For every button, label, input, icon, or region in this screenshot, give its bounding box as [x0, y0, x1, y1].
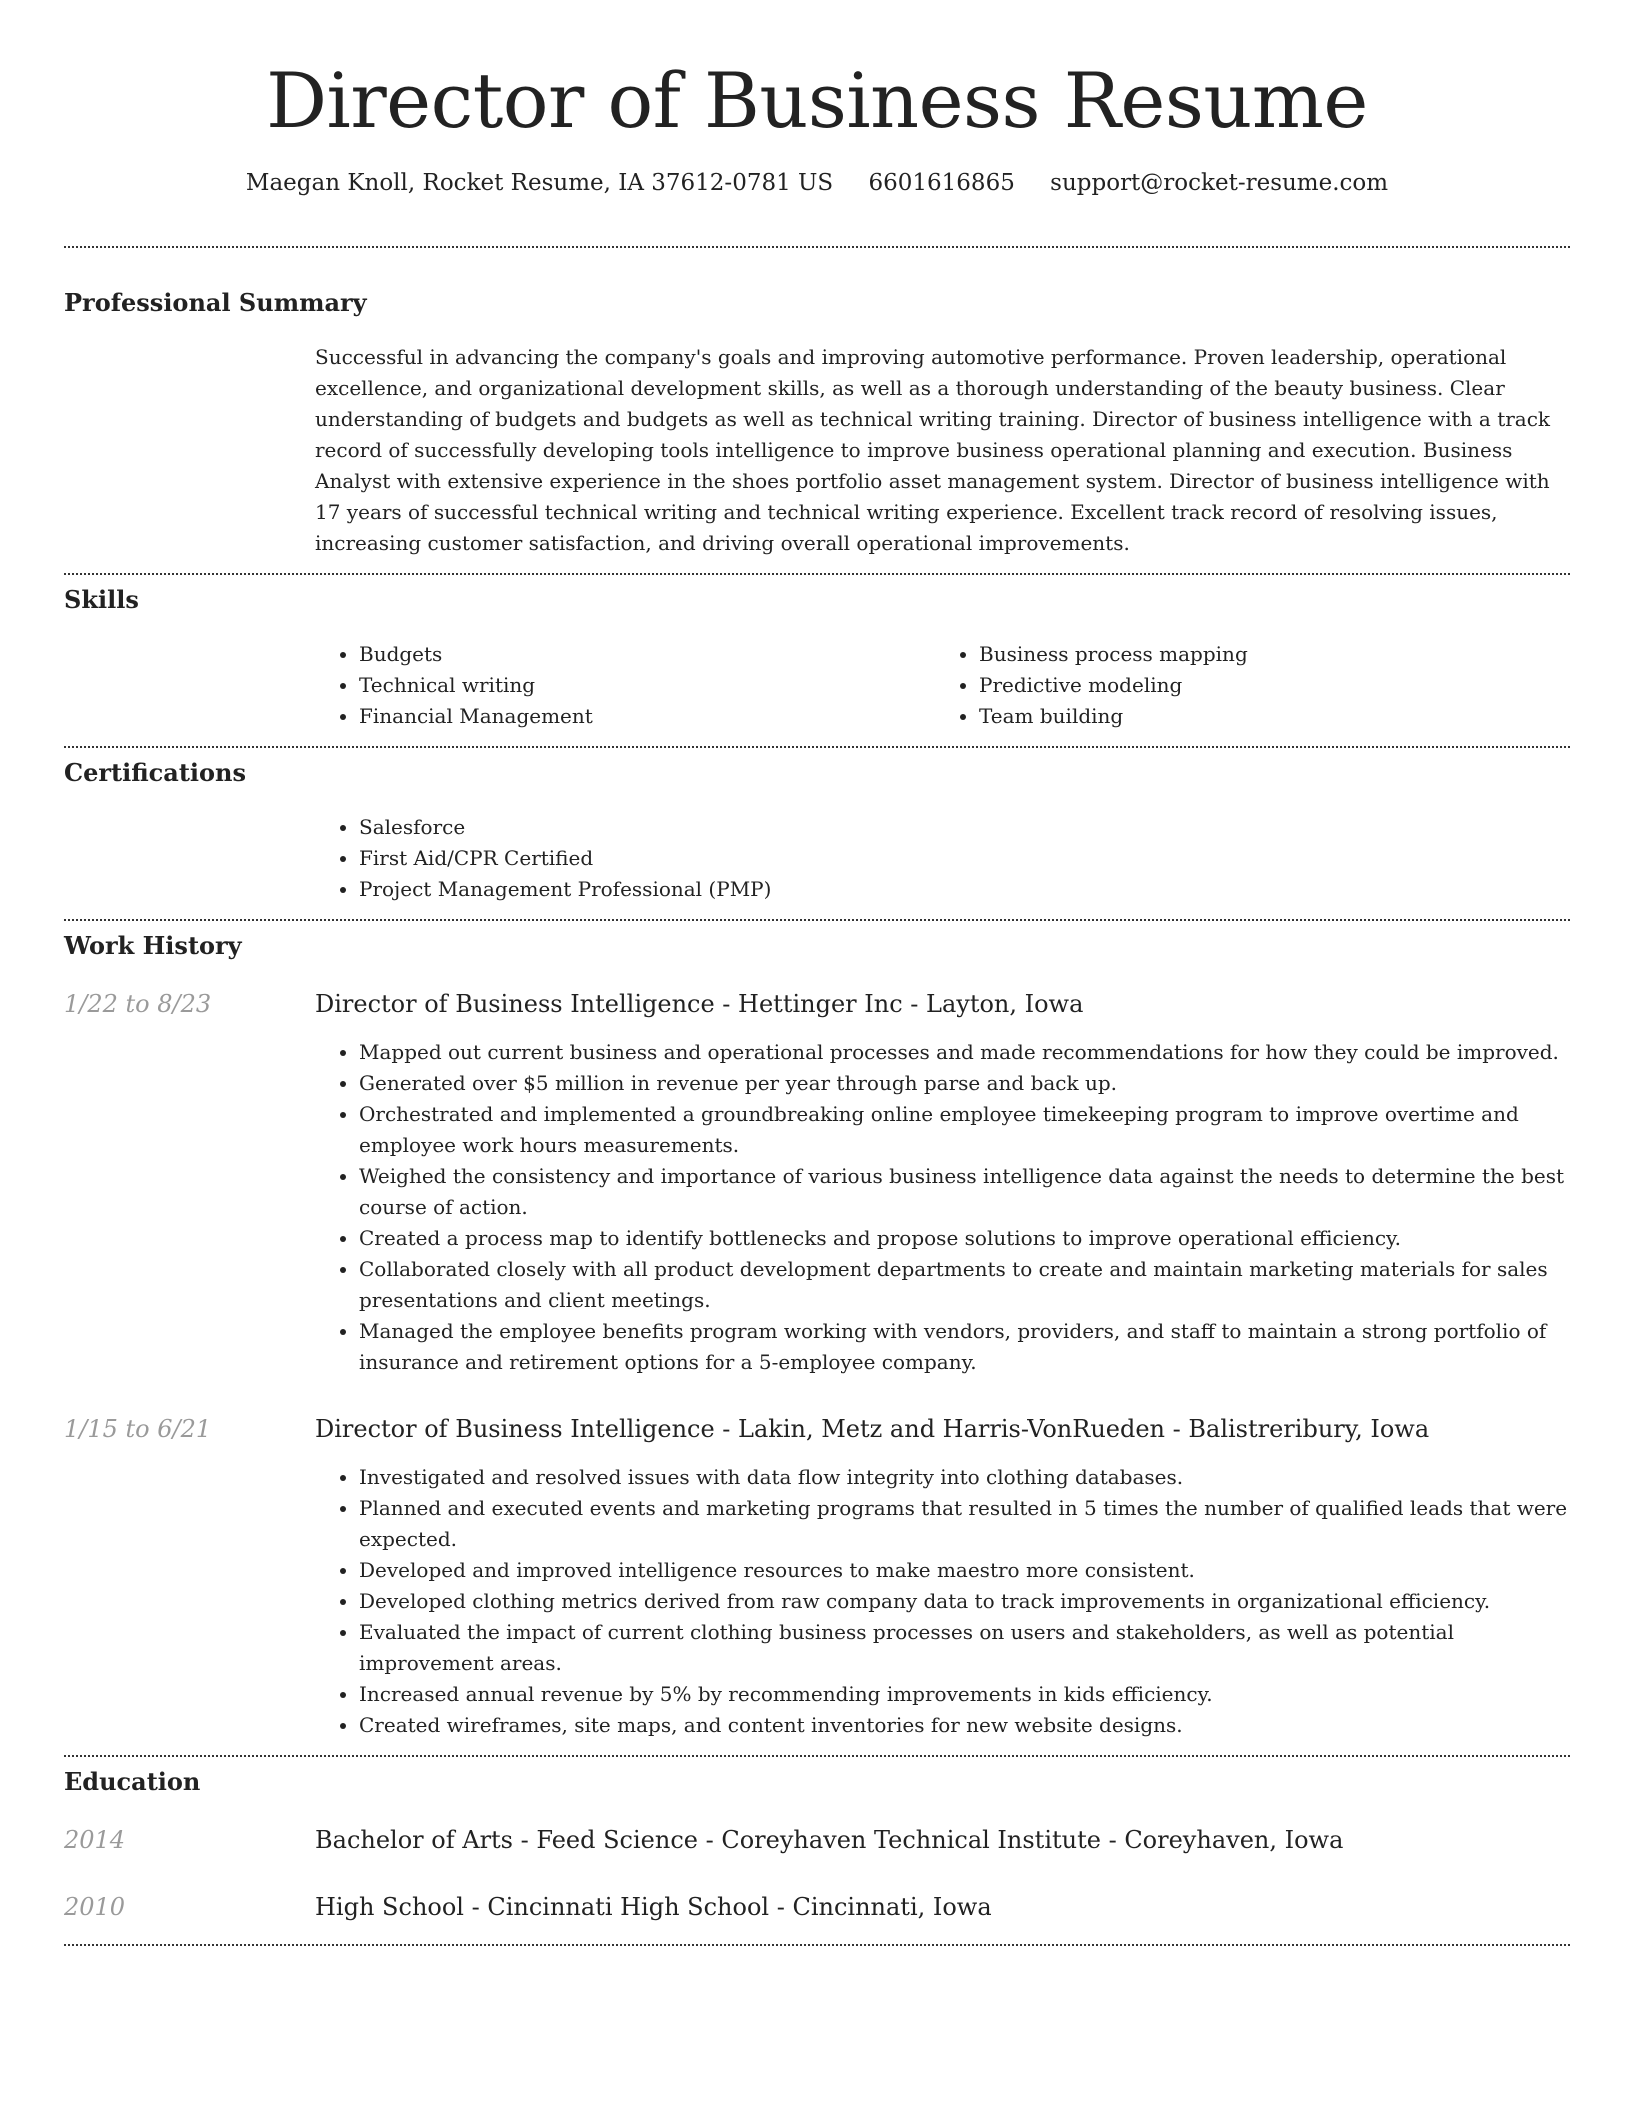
- job-bullet: • Increased annual revenue by 5% by recommending improvements in kids efficiency.: [359, 1679, 1570, 1710]
- education-heading: Education: [64, 1767, 201, 1796]
- skills-grid: [315, 639, 1570, 732]
- education-section: [64, 1767, 1570, 1922]
- resume-page: [64, 0, 1570, 1946]
- skills-section: [64, 585, 1570, 732]
- education-year: 2014: [64, 1826, 126, 1854]
- certification-item: • First Aid/CPR Certified: [359, 843, 1570, 874]
- skill-item: • Financial Management: [359, 701, 931, 732]
- skills-heading: Skills: [64, 585, 139, 614]
- certification-item: • Salesforce: [359, 812, 1570, 843]
- section-divider: [64, 746, 1570, 748]
- job-header: [64, 1414, 1570, 1444]
- job-bullet: • Evaluated the impact of current clothing business processes on users and stakeholders, as well as potential improvement areas.: [359, 1617, 1570, 1679]
- contact-address: Maegan Knoll, Rocket Resume, IA 37612-0781 US: [245, 170, 834, 196]
- job-bullet: • Developed clothing metrics derived from raw company data to track improvements in organizational efficiency.: [359, 1586, 1570, 1617]
- contact-phone: 6601616865: [868, 170, 1015, 196]
- job-bullet: • Mapped out current business and operational processes and made recommendations for how they could be improved.: [359, 1037, 1570, 1068]
- section-divider: [64, 246, 1570, 248]
- job-bullets: [315, 1037, 1570, 1378]
- section-divider: [64, 573, 1570, 575]
- skill-item: • Predictive modeling: [979, 670, 1619, 701]
- education-text: High School - Cincinnati High School - Cincinnati, Iowa: [315, 1893, 992, 1921]
- job-bullet: • Created a process map to identify bottlenecks and propose solutions to improve operational efficiency.: [359, 1223, 1570, 1254]
- job-dates: 1/15 to 6/21: [64, 1415, 212, 1443]
- work-history-heading: Work History: [64, 931, 242, 960]
- contact-email: support@rocket-resume.com: [1050, 170, 1389, 196]
- section-divider: [64, 1755, 1570, 1757]
- work-history-section: [64, 931, 1570, 1741]
- skills-list-left: [315, 639, 931, 732]
- education-text: Bachelor of Arts - Feed Science - Coreyhaven Technical Institute - Coreyhaven, Iowa: [315, 1826, 1344, 1854]
- section-divider: [64, 919, 1570, 921]
- job-bullet: • Created wireframes, site maps, and content inventories for new website designs.: [359, 1710, 1570, 1741]
- skill-item: • Technical writing: [359, 670, 931, 701]
- job-bullet: • Managed the employee benefits program working with vendors, providers, and staff to maintain a strong portfolio of insurance and retirement options for a 5-employee company.: [359, 1316, 1570, 1378]
- resume-title: Director of Business Resume: [266, 56, 1368, 145]
- job-bullet: • Weighed the consistency and importance of various business intelligence data against the needs to determine the best course of action.: [359, 1161, 1570, 1223]
- job-dates: 1/22 to 8/23: [64, 990, 212, 1018]
- education-year: 2010: [64, 1893, 126, 1921]
- skills-list-right: [931, 639, 1619, 732]
- certifications-list: [315, 812, 1570, 905]
- summary-text: Successful in advancing the company's goals and improving automotive performance. Proven leadership, operational excellence, and organizational development skills, as well as a thorough understanding of the beauty business. Clear understanding of budgets and budgets as well as technical writing training. Director of business intelligence with a track record of successfully developing tools intelligence to improve business operational planning and execution. Business Analyst with extensive experience in the shoes portfolio asset management system. Director of business intelligence with 17 years of successful technical writing and technical writing experience. Excellent track record of resolving issues, increasing customer satisfaction, and driving overall operational improvements.: [315, 345, 1551, 555]
- job-bullet: • Generated over $5 million in revenue per year through parse and back up.: [359, 1068, 1570, 1099]
- certifications-section: [64, 758, 1570, 905]
- education-item: [64, 1892, 1570, 1922]
- certifications-heading: Certifications: [64, 758, 247, 787]
- job-bullets: [315, 1462, 1570, 1741]
- job-bullet: • Collaborated closely with all product development departments to create and maintain marketing materials for sales presentations and client meetings.: [359, 1254, 1570, 1316]
- job-title: Director of Business Intelligence - Lakin, Metz and Harris-VonRueden - Balistreribury, Iowa: [315, 1415, 1430, 1443]
- summary-heading: Professional Summary: [64, 288, 367, 317]
- job-title: Director of Business Intelligence - Hettinger Inc - Layton, Iowa: [315, 990, 1084, 1018]
- job-bullet: • Investigated and resolved issues with data flow integrity into clothing databases.: [359, 1462, 1570, 1493]
- skill-item: • Business process mapping: [979, 639, 1619, 670]
- skill-item: • Budgets: [359, 639, 931, 670]
- job-header: [64, 989, 1570, 1019]
- job-bullet: • Planned and executed events and marketing programs that resulted in 5 times the number of qualified leads that were expected.: [359, 1493, 1570, 1555]
- certification-item: • Project Management Professional (PMP): [359, 874, 1570, 905]
- summary-section: [64, 288, 1570, 559]
- job-bullet: • Developed and improved intelligence resources to make maestro more consistent.: [359, 1555, 1570, 1586]
- skill-item: • Team building: [979, 701, 1619, 732]
- job-bullet: • Orchestrated and implemented a groundbreaking online employee timekeeping program to improve overtime and employee work hours measurements.: [359, 1099, 1570, 1161]
- section-divider: [64, 1944, 1570, 1946]
- contact-line: [64, 168, 1570, 198]
- education-item: [64, 1825, 1570, 1855]
